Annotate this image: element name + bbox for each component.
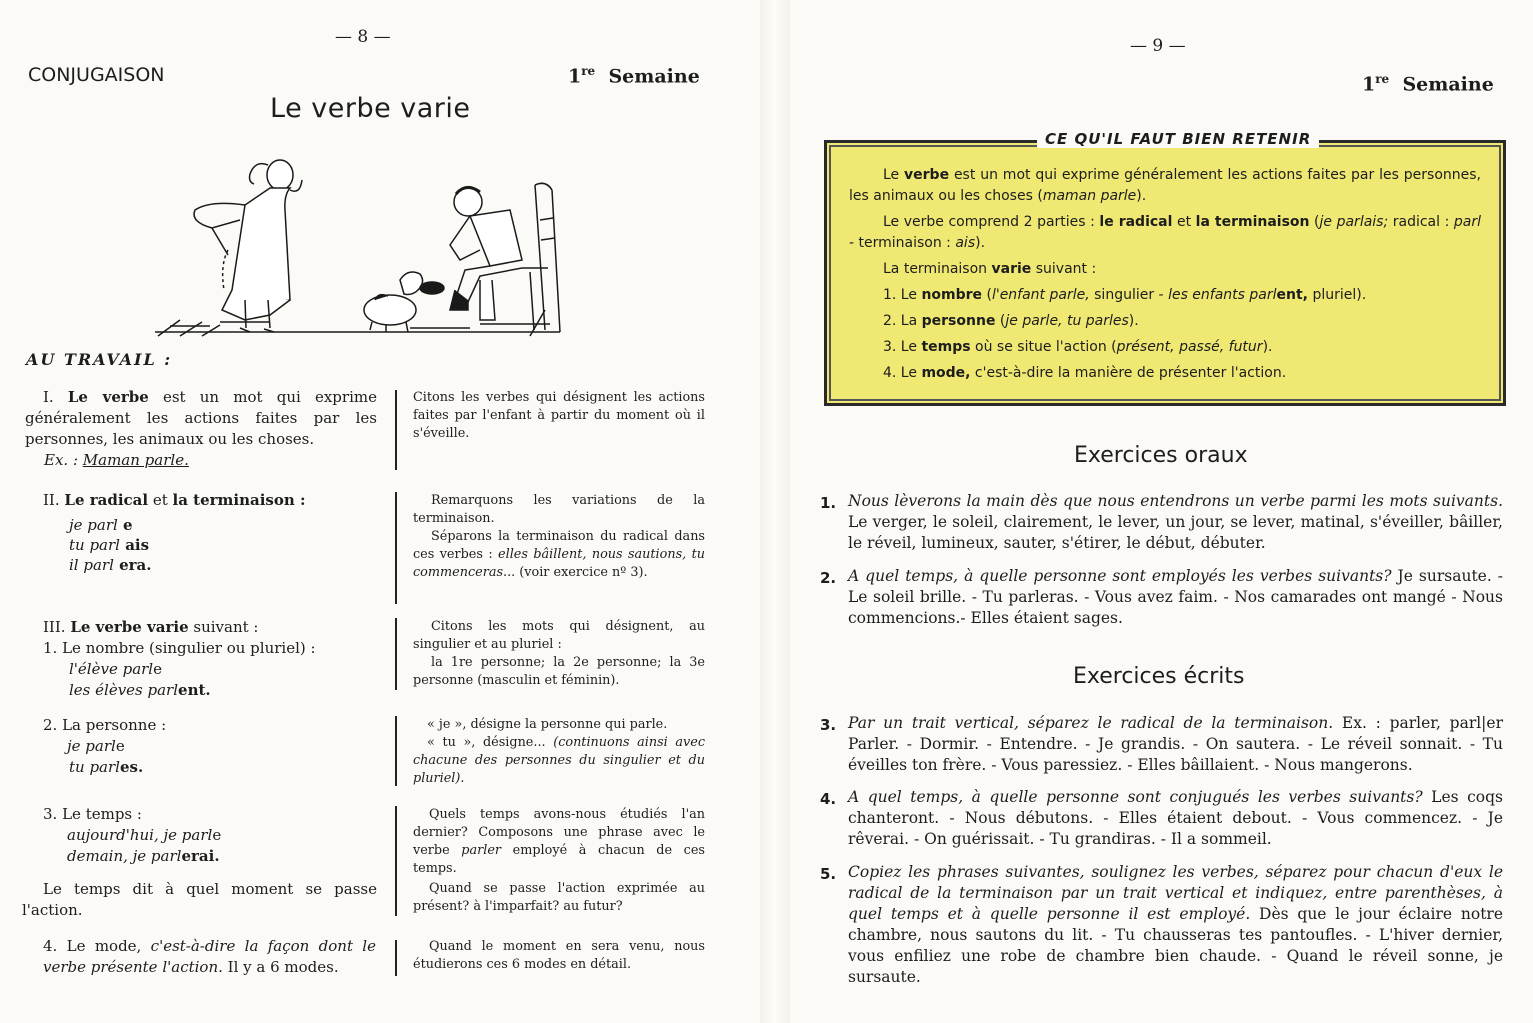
exercise-number: 1.: [820, 494, 837, 512]
exercise-4: A quel temps, à quelle personne sont conjugués les verbes suivants? Les coqs chanteront. - Nous débutons. - Elles étaient debout. - Vous commencez. - Je rêverai. - On guérissait. - Tu grandiras. - Il a sommeil.: [848, 788, 1503, 848]
temps-definition: Le temps dit à quel moment se passe l'action.: [22, 880, 377, 919]
column-divider: [395, 940, 397, 976]
retenir-title: CE QU'IL FAUT BIEN RETENIR: [1037, 130, 1319, 148]
note-block-2: Remarquons les variations de la terminaison. Séparons la terminaison du radical dans ces verbes : elles bâillent, nous sautions, tu commenceras... (voir exercice nº 3).: [413, 493, 705, 580]
note-block-1: Citons les verbes qui désignent les actions faites par l'enfant à partir du moment où il s'éveille.: [413, 390, 705, 441]
exercise-5: Copiez les phrases suivantes, soulignez les verbes, séparez pour chacun d'eux le radical de la terminaison par un trait vertical et indiquez, entre parenthèses, à quel temps et à quelle personne il est employé. Dès que le jour éclaire notre chambre, nous sautons du lit. - Tu chausseras tes pantoufles. - L'hiver dernier, vous enfiliez une robe de chambre bien chaude. - Quand le réveil sonne, je sursaute.: [848, 863, 1503, 986]
column-divider: [395, 806, 397, 916]
au-travail-heading: AU TRAVAIL :: [26, 350, 173, 369]
page-number: — 8 —: [335, 27, 391, 47]
exercise-number: 3.: [820, 716, 837, 734]
lesson-block-3: III. Le verbe varie suivant : 1. Le nombre (singulier ou pluriel) : l'élève parle les élèves parlent.: [43, 618, 316, 699]
right-page: [800, 0, 1533, 1023]
lesson-block-1: I. Le verbe est un mot qui exprime généralement les actions faites par les personnes, les animaux ou les choses. Ex. : Maman parle.: [25, 388, 377, 469]
note-block-5: Quels temps avons-nous étudiés l'an dernier? Composons une phrase avec le verbe parler employé à chacun de ces temps. Quand se passe l'action exprimée au présent? à l'imparfait? au futur?: [413, 807, 705, 914]
left-page: [0, 0, 740, 1023]
page-number: — 9 —: [1130, 36, 1186, 56]
week-label: 1re Semaine: [1362, 72, 1494, 96]
exercise-2: A quel temps, à quelle personne sont employés les verbes suivants? Je sursaute. - Le soleil brille. - Tu parleras. - Vous avez faim. - Nos camarades ont mangé - Nous commencions.- Elles étaient sages.: [848, 567, 1503, 627]
lesson-block-4: 2. La personne : je parle tu parles.: [43, 716, 167, 776]
book-spine: [760, 0, 790, 1023]
column-divider: [395, 390, 397, 470]
week-label: 1re Semaine: [568, 64, 700, 88]
oral-exercises-title: Exercices oraux: [1074, 443, 1248, 468]
section-heading: CONJUGAISON: [28, 64, 165, 86]
column-divider: [395, 716, 397, 786]
illustration-girl-boy-dog: [150, 150, 570, 340]
exercise-number: 4.: [820, 790, 837, 808]
retenir-box: [824, 130, 1506, 406]
lesson-block-5: 3. Le temps : aujourd'hui, je parle demain, je parlerai.: [43, 805, 222, 865]
column-divider: [395, 618, 397, 690]
exercise-1: Nous lèverons la main dès que nous entendrons un verbe parmi les mots suivants. Le verger, le soleil, clairement, le lever, un jour, se lever, matinal, s'éveiller, bâiller, le réveil, lumineux, sauter, s'étirer, le début, débuter.: [848, 492, 1503, 552]
lesson-block-2: II. Le radical et la terminaison : je parl e tu parl ais il parl era.: [43, 491, 306, 574]
note-block-4: « je », désigne la personne qui parle. « tu », désigne... (continuons ainsi avec chacune des personnes du singulier et du pluriel).: [413, 717, 705, 786]
example-maman-parle: Maman parle.: [82, 451, 189, 469]
exercise-number: 2.: [820, 569, 837, 587]
written-exercises-title: Exercices écrits: [1073, 664, 1245, 689]
lesson-block-6: 4. Le mode, c'est-à-dire la façon dont le verbe présente l'action. Il y a 6 modes.: [43, 937, 376, 976]
lesson-title: Le verbe varie: [270, 93, 471, 124]
note-block-6: Quand le moment en sera venu, nous étudierons ces 6 modes en détail.: [413, 939, 705, 972]
note-block-3: Citons les mots qui désignent, au singulier et au pluriel : la 1re personne; la 2e personne; la 3e personne (masculin et féminin).: [413, 619, 705, 688]
column-divider: [395, 492, 397, 604]
exercise-number: 5.: [820, 865, 837, 883]
exercise-3: Par un trait vertical, séparez le radical de la terminaison. Ex. : parler, parl|er Parler. - Dormir. - Entendre. - Je grandis. - On sautera. - Le réveil sonnait. - Tu éveilles ton frère. - Vous paressiez. - Elles bâillaient. - Nous mangerons.: [848, 714, 1503, 774]
retenir-content: Le verbe est un mot qui exprime généralement les actions faites par les personnes, les animaux ou les choses (maman parle). Le verbe comprend 2 parties : le radical et la terminaison (je parlais; radical : parl - terminaison : ais). La terminaison varie suivant : 1. Le nombre (l'enfant parle, singulier - les enfants parlent, pluriel). 2. La personne (je parle, tu parles). 3. Le temps où se situe l'action (présent, passé, futur). 4. Le mode, c'est-à-dire la manière de présenter l'action.: [849, 167, 1481, 381]
